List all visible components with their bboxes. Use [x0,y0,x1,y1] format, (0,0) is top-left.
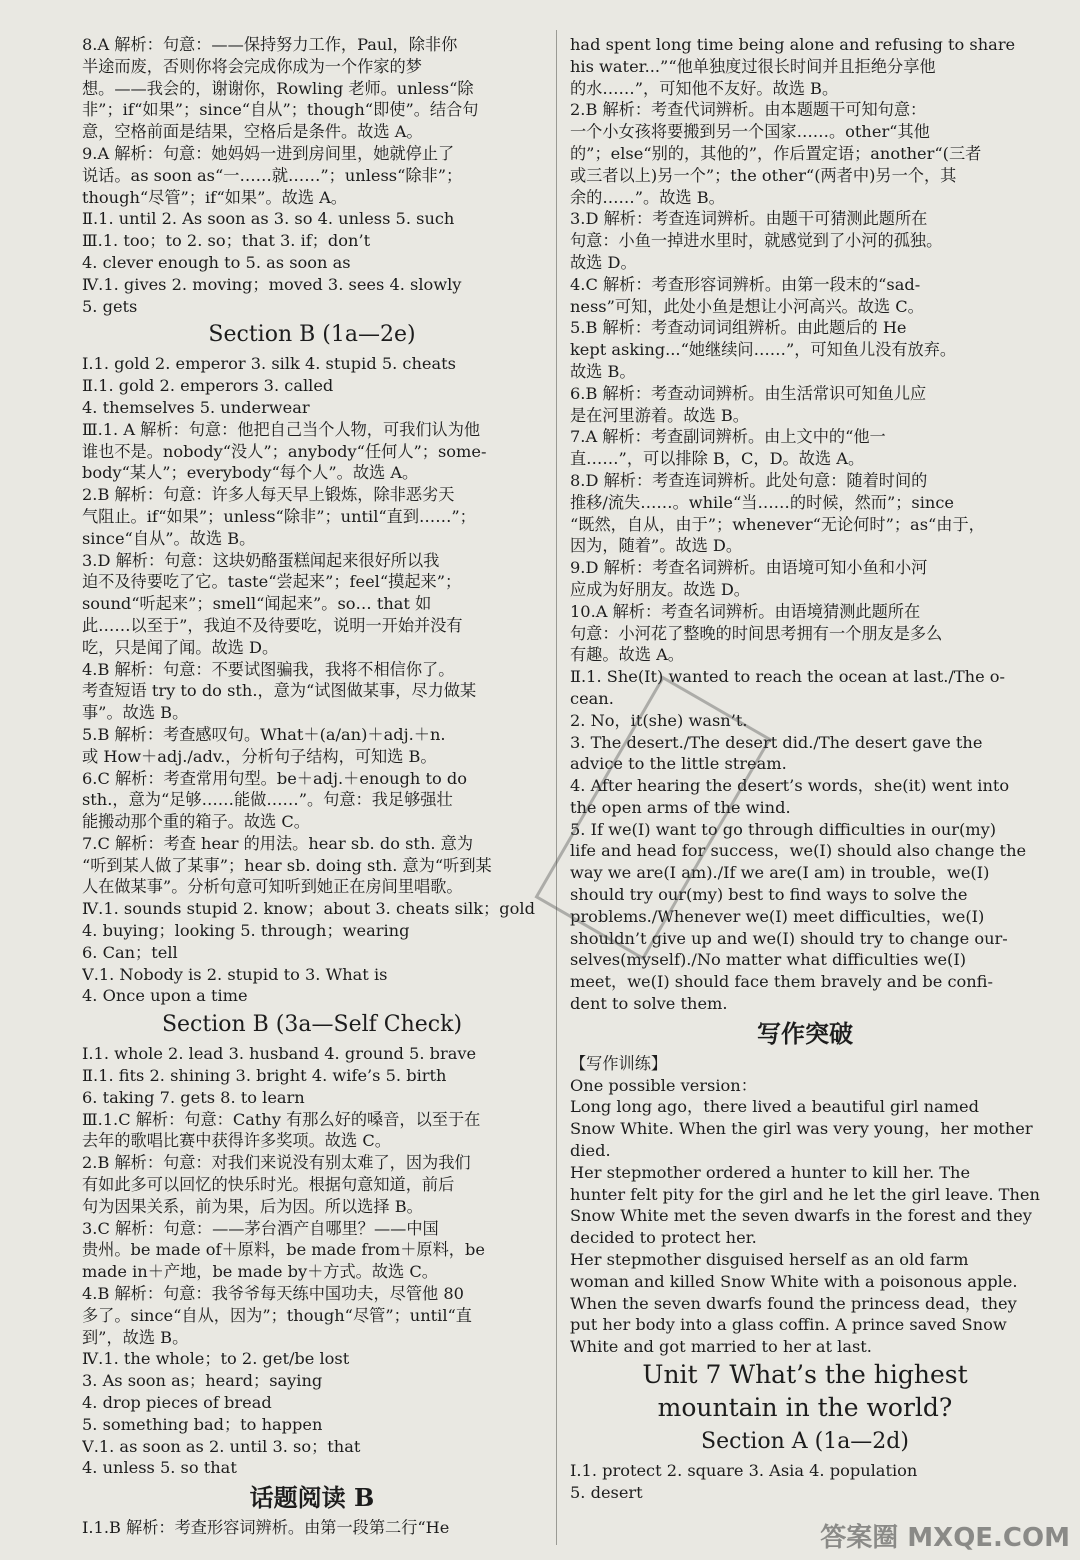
text-line: 的水……”，可知他不友好。故选 B。 [570,78,839,98]
text-line: 去年的歌唱比赛中获得许多奖项。故选 C。 [82,1131,391,1151]
text-line: 余的……”。故选 B。 [570,187,725,207]
text-line: 此……以至于”，我迫不及待要吃，说明一开始并没有 [82,615,463,635]
text-line: Her stepmother ordered a hunter to kill her. The [570,1162,971,1182]
text-line: 2. No，it(she) wasn’t. [570,710,748,730]
text-line: hunter felt pity for the girl and he let the girl leave. Then [570,1184,1040,1204]
text-line: 或 How＋adj./adv.，分析句子结构，可知选 B。 [82,746,437,766]
text-line: Ⅱ.1. gold 2. emperors 3. called [82,376,334,396]
text-line: had spent long time being alone and refusing to share [570,35,1016,54]
text-line: Ⅳ.1. sounds stupid 2. know；about 3. cheats silk；gold [82,899,535,919]
text-line: 句意：小鱼一掉进水里时，就感觉到了小河的孤独。 [570,231,943,251]
text-line: 吃，只是闻了闻。故选 D。 [82,637,279,657]
site-watermark: 答案圈 MXQE.COM [820,1523,1070,1553]
text-line: 半途而废，否则你将会完成你成为一个作家的梦 [82,56,422,76]
text-line: 6.B 解析：考查动词辨析。由生活常识可知鱼儿应 [570,383,927,403]
text-line: One possible version： [570,1075,757,1095]
text-line: 4. buying；looking 5. through；wearing [82,921,410,941]
text-line: put her body into a glass coffin. A prince saved Snow [570,1315,1007,1335]
text-line: 3.D 解析：句意：这块奶酪蛋糕闻起来很好所以我 [82,550,440,570]
text-line: 故选 B。 [570,361,636,381]
text-line: Ⅴ.1. as soon as 2. until 3. so；that [82,1436,361,1456]
text-line: Her stepmother disguised herself as an old farm [570,1250,969,1270]
text-line: Ⅳ.1. the whole；to 2. get/be lost [82,1349,350,1369]
text-line: Ⅲ.1. A 解析：句意：他把自己当个人物，可我们认为他 [82,419,481,439]
text-line: 4. drop pieces of bread [82,1393,272,1413]
text-line: though“尽管”；if“如果”。故选 A。 [82,187,347,207]
text-line: 考查短语 try to do sth.，意为“试图做某事，尽力做某 [82,681,477,701]
text-line: 5.B 解析：考查感叹句。What＋(a/an)＋adj.＋n. [82,724,446,744]
text-line: 4. unless 5. so that [82,1458,237,1478]
text-line: died. [570,1141,611,1161]
text-line: 句为因果关系，前为果，后为因。所以选择 B。 [82,1196,423,1216]
text-line: “听到某人做了某事”；hear sb. doing sth. 意为“听到某 [82,855,492,875]
text-line: Ⅱ.1. fits 2. shining 3. bright 4. wife’s 5. birth [82,1066,447,1086]
text-line: 4. themselves 5. underwear [82,397,310,417]
text-line: 4. clever enough to 5. as soon as [82,252,351,272]
text-line: 7.A 解析：考查副词辨析。由上文中的“他一 [570,427,886,447]
text-line: 人在做某事”。分析句意可知听到她正在房间里唱歌。 [82,877,463,897]
text-line: decided to protect her. [570,1228,757,1248]
unit-title: Unit 7 What’s the highest [642,1360,968,1390]
text-line: Ⅴ.1. Nobody is 2. stupid to 3. What is [82,964,388,984]
text-line: 贵州。be made of＋原料，be made from＋原料，be [82,1240,485,1260]
text-line: way we are(I am)./If we are(I am) in trouble，we(I) [570,863,990,883]
text-line: 6.C 解析：考查常用句型。be＋adj.＋enough to do [82,768,467,788]
text-line: When the seven dwarfs found the princess dead，they [570,1293,1017,1313]
text-line: 4. After hearing the desert’s words，she(it) went into [570,776,1010,796]
text-line: 有如此多可以回忆的快乐时光。根据句意知道，前后 [82,1175,455,1195]
text-line: the open arms of the wind. [570,797,791,817]
text-line: advice to the little stream. [570,754,787,774]
text-line: 或三者以上)另一个”；the other“(两者中)另一个，其 [570,165,957,185]
text-line: 2.B 解析：句意：许多人每天早上锻炼，除非恶劣天 [82,485,455,505]
text-line: 的”；else“别的，其他的”，作后置定语；another“(三者 [570,143,982,163]
text-line: 7.C 解析：考查 hear 的用法。hear sb. do sth. 意为 [82,833,474,853]
text-line: 多了。since“自从，因为”；though“尽管”；until“直 [82,1305,472,1325]
text-line: Ⅱ.1. She(It) wanted to reach the ocean at last./The o- [570,667,1006,687]
text-line: 事”。故选 B。 [82,703,189,723]
text-line: selves(myself)./No matter what difficulties we(I) [570,950,967,970]
text-line: 到”，故选 B。 [82,1327,189,1347]
text-line: 10.A 解析：考查名词辨析。由语境猜测此题所在 [570,601,921,621]
text-line: 说话。as soon as“一……就……”；unless“除非”； [82,165,463,185]
text-line: 推移/流失……。while“当……的时候，然而”；since [570,492,954,512]
section-heading: Section B (3a—Self Check) [161,1012,463,1038]
text-line: 因为，随着”。故选 D。 [570,536,743,556]
section-heading: Section B (1a—2e) [208,322,416,348]
text-line: 5.B 解析：考查动词词组辨析。由此题后的 He [570,318,907,338]
text-line: 句意：小河花了整晚的时间思考拥有一个朋友是多么 [570,623,943,643]
text-line: 6. taking 7. gets 8. to learn [82,1087,305,1107]
text-line: sth.，意为“足够……能做……”。句意：我足够强壮 [82,790,453,810]
text-line: 2.B 解析：考查代词辨析。由本题题干可知句意： [570,100,927,120]
text-line: kept asking...“她继续问……”，可知鱼儿没有放弃。 [570,340,957,360]
text-line: 5. something bad；to happen [82,1414,323,1434]
text-line: Ⅳ.1. gives 2. moving；moved 3. sees 4. slowly [82,274,462,294]
text-line: 2.B 解析：句意：对我们来说没有别太难了，因为我们 [82,1153,471,1173]
text-line: 9.D 解析：考查名词辨析。由语境可知小鱼和小河 [570,558,928,578]
text-line: Ⅰ.1. protect 2. square 3. Asia 4. population [570,1461,918,1481]
text-line: sound“听起来”；smell“闻起来”。so… that 如 [82,594,432,614]
text-line: his water...”“他单独度过很长时间并且拒绝分享他 [570,56,936,76]
text-line: White and got married to her at last. [570,1337,872,1357]
text-line: Ⅰ.1. whole 2. lead 3. husband 4. ground 5. brave [82,1044,477,1064]
text-line: 8.A 解析：句意：——保持努力工作，Paul，除非你 [82,35,458,54]
text-line: 故选 D。 [570,252,637,272]
text-line: 5. If we(I) want to go through difficulties in our(my) [570,819,997,839]
text-line: 意，空格前面是结果，空格后是条件。故选 A。 [82,122,423,142]
text-line: cean. [570,688,614,708]
text-line: Ⅱ.1. until 2. As soon as 3. so 4. unless 5. such [82,209,455,229]
text-line: 9.A 解析：句意：她妈妈一进到房间里，她就停止了 [82,143,455,163]
text-line: 8.D 解析：考查连词辨析。此处句意：随着时间的 [570,470,928,490]
text-line: shouldn’t give up and we(I) should try to change our- [570,928,1008,948]
text-line: meet，we(I) should face them bravely and be confi- [570,972,993,992]
text-line: “既然，自从，由于”；whenever“无论何时”；as“由于， [570,514,985,534]
text-line: 想。——我会的，谢谢你，Rowling 老师。unless“除 [82,78,474,98]
text-line: life and head for success，we(I) should also change the [570,841,1027,861]
text-line: should try our(my) best to find ways to solve the [570,885,968,905]
unit-title: mountain in the world? [657,1393,953,1423]
text-line: 5. gets [82,296,138,316]
text-line: Ⅰ.1. gold 2. emperor 3. silk 4. stupid 5. cheats [82,354,456,374]
text-line: Ⅲ.1.C 解析：句意：Cathy 有那么好的嗓音，以至于在 [82,1109,481,1129]
text-line: 4.B 解析：句意：我爷爷每天练中国功夫，尽管他 80 [82,1284,464,1304]
text-line: 是在河里游着。故选 B。 [570,405,749,425]
text-line: 气阻止。if“如果”；unless“除非”；until“直到……”； [82,506,476,526]
text-line: 3.D 解析：考查连词辨析。由题干可猜测此题所在 [570,209,928,229]
text-line: 有趣。故选 A。 [570,645,684,665]
text-line: 5. desert [570,1482,643,1502]
text-line: 6. Can；tell [82,942,178,962]
text-line: 4.C 解析：考查形容词辨析。由第一段末的“sad- [570,274,921,294]
section-heading: Section A (1a—2d) [701,1429,909,1455]
text-line: Ⅲ.1. too；to 2. so；that 3. if；don’t [82,231,371,251]
text-line: 直……”，可以排除 B，C，D。故选 A。 [570,449,865,469]
text-line: ness”可知，此处小鱼是想让小河高兴。故选 C。 [570,296,924,316]
text-line: 3. The desert./The desert did./The desert gave the [570,732,983,752]
text-line: 谁也不是。nobody“没人”；anybody“任何人”；some- [82,441,487,461]
text-line: 3.C 解析：句意：——茅台酒产自哪里？——中国 [82,1218,439,1238]
text-line: Snow White met the seven dwarfs in the forest and they [570,1206,1032,1226]
text-line: 3. As soon as；heard；saying [82,1371,323,1391]
text-line: 一个小女孩将要搬到另一个国家……。other“其他 [570,122,930,142]
text-line: Long long ago，there lived a beautiful girl named [570,1097,979,1117]
text-line: dent to solve them. [570,994,728,1014]
text-line: problems./Whenever we(I) meet difficulties，we(I) [570,906,985,926]
text-line: 能搬动那个重的箱子。故选 C。 [82,812,310,832]
text-line: body“某人”；everybody“每个人”。故选 A。 [82,463,419,483]
text-line: 应成为好朋友。故选 D。 [570,579,750,599]
section-heading: 话题阅读 B [249,1483,375,1513]
text-line: made in＋产地，be made by＋方式。故选 C。 [82,1262,438,1282]
text-line: Ⅰ.1.B 解析：考查形容词辨析。由第一段第二行“He [82,1518,450,1538]
text-line: woman and killed Snow White with a poisonous apple. [570,1271,1018,1291]
text-line: 非”；if“如果”；since“自从”；though“即使”。结合句 [82,100,479,120]
text-line: 4.B 解析：句意：不要试图骗我，我将不相信你了。 [82,659,455,679]
text-line: 迫不及待要吃了它。taste“尝起来”；feel“摸起来”； [82,572,462,592]
left-column [82,34,542,1539]
column-divider [556,30,557,1545]
section-heading: 写作突破 [757,1018,853,1048]
text-line: 【写作训练】 [570,1053,668,1073]
text-line: 4. Once upon a time [82,986,248,1006]
text-line: Snow White. When the girl was very young，her mother [570,1119,1033,1139]
text-line: since“自从”。故选 B。 [82,528,256,548]
